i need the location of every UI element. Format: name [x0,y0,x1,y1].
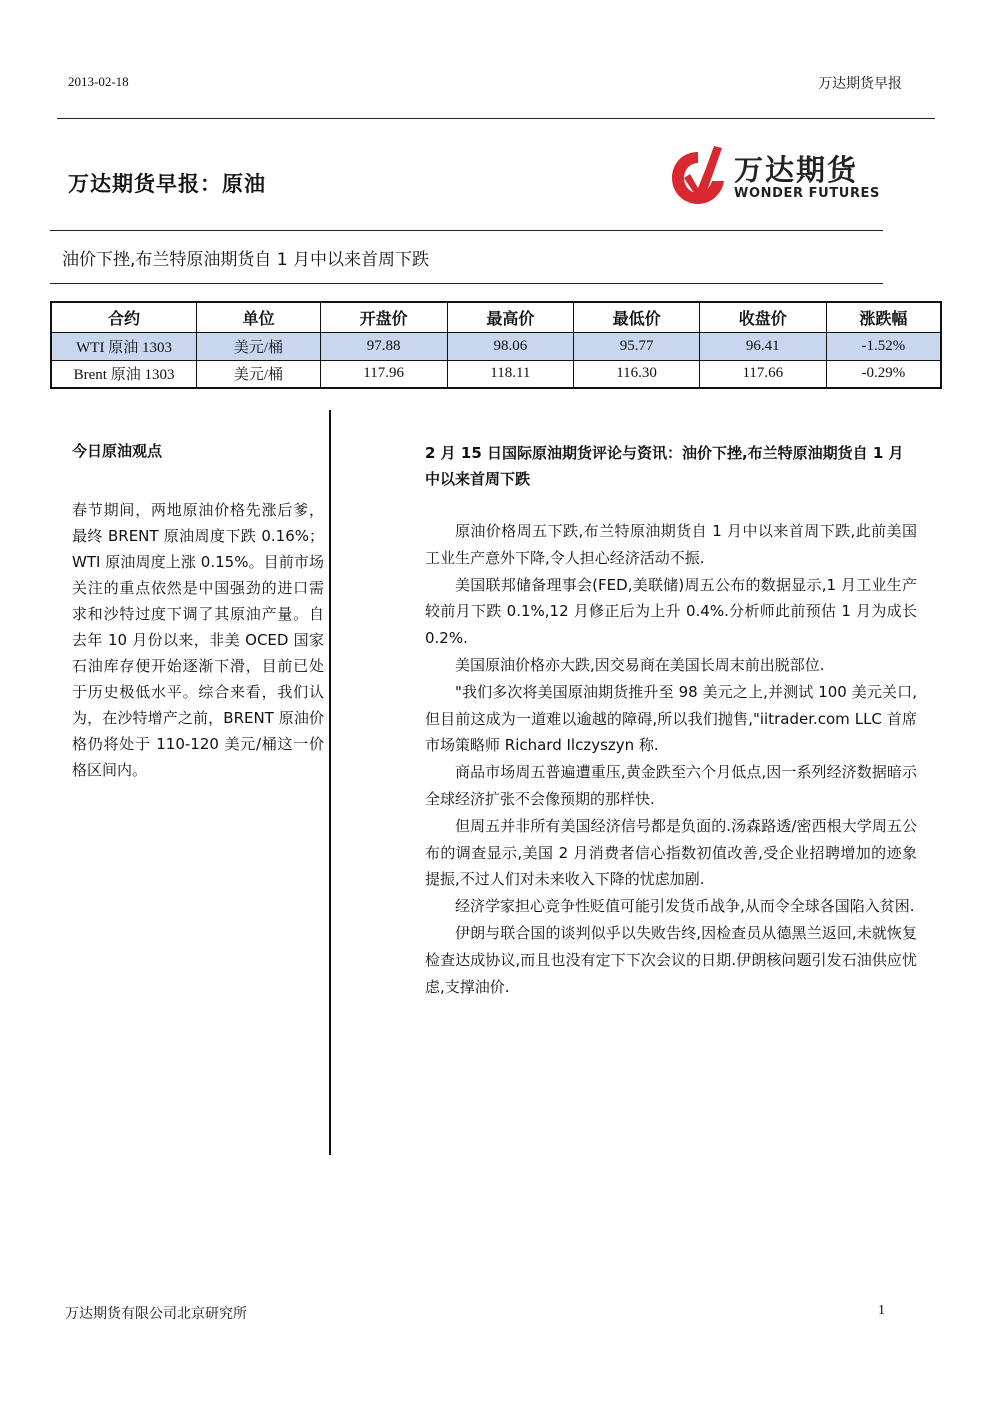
headline-top-rule [50,230,883,231]
news-paragraph: 原油价格周五下跌,布兰特原油期货自 1 月中以来首周下跌,此前美国工业生产意外下降,令人担心经济活动不振. [425,522,917,567]
column-divider [329,410,331,1155]
col-header-high: 最高价 [447,302,574,332]
outlook-column [72,440,324,783]
cell-high: 98.06 [447,332,574,360]
report-title: 万达期货早报：原油 [68,172,266,196]
table-header-row [51,302,941,332]
wonder-logo-icon [668,144,728,206]
news-paragraph: 美国联邦储备理事会(FED,美联储)周五公布的数据显示,1 月工业生产较前月下跌 0.1%,12 月修正后为上升 0.4%.分析师此前预估 1 月为成长 0.2%. [425,575,917,648]
news-paragraph: "我们多次将美国原油期货推升至 98 美元之上,并测试 100 美元关口,但目前这成为一道难以逾越的障碍,所以我们抛售,"iitrader.com LLC 首席市场策略师 Richard Ilczyszyn 称. [425,682,917,755]
cell-open: 117.96 [320,360,447,388]
cell-close: 117.66 [699,360,826,388]
headline: 油价下挫,布兰特原油期货自 1 月中以来首周下跌 [62,250,430,270]
news-paragraph: 伊朗与联合国的谈判似乎以失败告终,因检查员从德黑兰返回,未就恢复检查达成协议,而且也没有定下下次会议的日期.伊朗核问题引发石油供应忧虑,支撑油价. [425,923,917,996]
cell-high: 118.11 [447,360,574,388]
footer-company: 万达期货有限公司北京研究所 [65,1306,247,1322]
news-paragraph: 经济学家担心竞争性贬值可能引发货币战争,从而令全球各国陷入贫困. [455,897,915,916]
page-number: 1 [878,1303,885,1318]
col-header-contract: 合约 [51,302,197,332]
col-header-low: 最低价 [574,302,700,332]
news-heading: 2 月 15 日国际原油期货评论与资讯：油价下挫,布兰特原油期货自 1 月中以来首周下跌 [425,444,904,488]
company-logo [668,144,888,208]
col-header-unit: 单位 [197,302,321,332]
cell-contract: Brent 原油 1303 [51,360,197,388]
price-table [50,301,942,389]
cell-unit: 美元/桶 [197,360,321,388]
news-body [425,518,917,1000]
logo-chinese-text: 万达期货 [734,153,859,187]
table-row [51,360,941,388]
col-header-close: 收盘价 [699,302,826,332]
header-divider [57,118,935,119]
news-column [425,440,917,1000]
cell-low: 95.77 [574,332,700,360]
cell-close: 96.41 [699,332,826,360]
news-paragraph: 商品市场周五普遍遭重压,黄金跌至六个月低点,因一系列经济数据暗示全球经济扩张不会像预期的那样快. [425,763,917,808]
outlook-heading: 今日原油观点 [72,442,163,460]
header-brand: 万达期货早报 [818,76,902,92]
table-row [51,332,941,360]
report-date: 2013-02-18 [68,74,129,89]
cell-unit: 美元/桶 [197,332,321,360]
cell-open: 97.88 [320,332,447,360]
cell-change: -0.29% [826,360,941,388]
headline-bottom-rule [50,283,883,284]
logo-english-text: WONDER FUTURES [734,186,880,201]
cell-change: -1.52% [826,332,941,360]
news-paragraph: 美国原油价格亦大跌,因交易商在美国长周末前出脱部位. [455,655,825,674]
cell-contract: WTI 原油 1303 [51,332,197,360]
col-header-open: 开盘价 [320,302,447,332]
col-header-change: 涨跌幅 [826,302,941,332]
outlook-body: 春节期间，两地原油价格先涨后爹，最终 BRENT 原油周度下跌 0.16%；WTI 原油周度上涨 0.15%。目前市场关注的重点依然是中国强劲的进口需求和沙特过度下调了其原油产量。自去年 10 月份以来，非美 OCED 国家石油库存便开始逐渐下滑，目前已处于历史极低水平。综合来看，我们认为，在沙特增产之前，BRENT 原油价格仍将处于 110-120 美元/桶这一价格区间内。 [72,501,324,779]
cell-low: 116.30 [574,360,700,388]
news-paragraph: 但周五并非所有美国经济信号都是负面的.汤森路透/密西根大学周五公布的调查显示,美国 2 月消费者信心指数初值改善,受企业招聘增加的迹象提振,不过人们对未来收入下降的忧虑加剧. [425,816,917,889]
